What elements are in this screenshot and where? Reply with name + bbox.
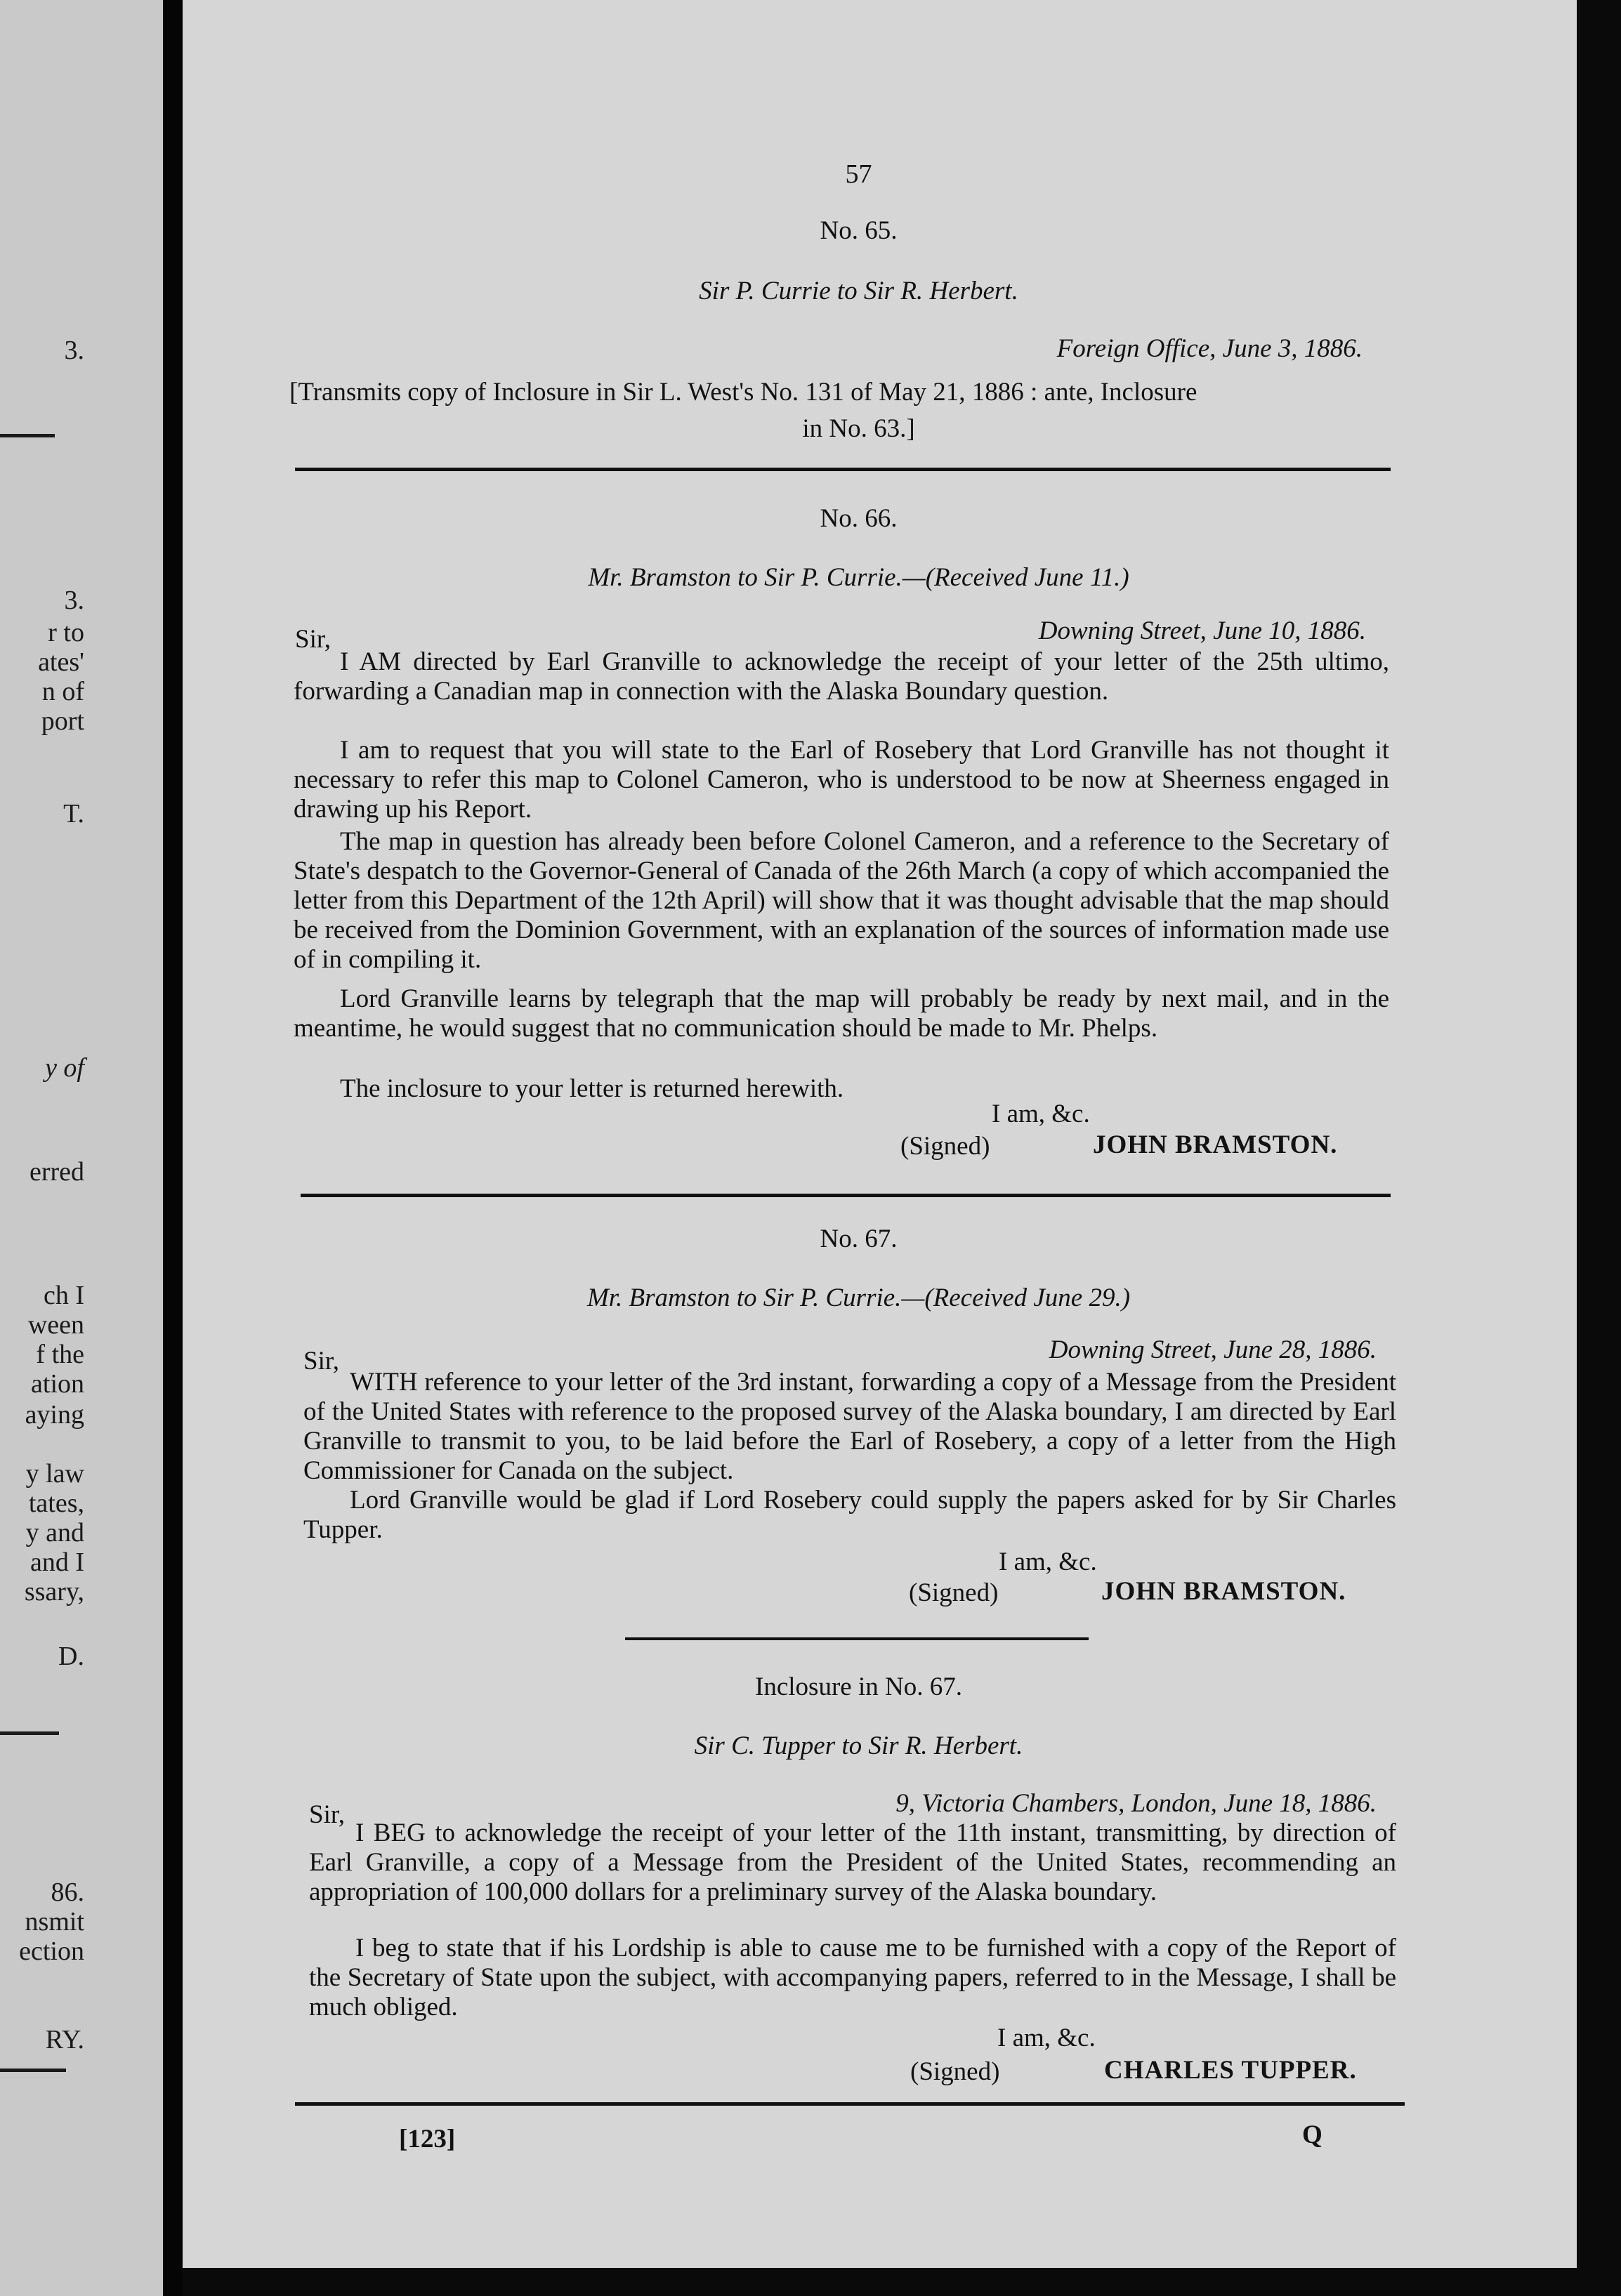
left-fragment: ch I	[43, 1281, 84, 1310]
left-fragment: ates'	[38, 647, 84, 677]
left-fragment: ween	[27, 1310, 84, 1340]
no66-dateline: Downing Street, June 10, 1886.	[1038, 616, 1366, 645]
left-fragment: and I	[29, 1548, 84, 1577]
left-fragment: 86.	[51, 1878, 84, 1907]
left-rule	[0, 434, 55, 437]
no67-paragraph-1: WITH reference to your letter of the 3rd instant, forwarding a copy of a Message from the President of the United States with reference to the proposed survey of the Alaska boundary, I am directed by Earl Granville to transmit to you, to be laid before the Earl of Rosebery, a copy of a letter from the High Commissioner for Canada on the subject.	[303, 1368, 1396, 1485]
left-fragment: ation	[31, 1369, 84, 1399]
page-number: 57	[845, 159, 872, 189]
book-gutter	[163, 0, 183, 2296]
no67-closing: I am, &c.	[999, 1548, 1097, 1576]
no65-summary-line1: [Transmits copy of Inclosure in Sir L. West's No. 131 of May 21, 1886 : ante, Inclosure	[289, 378, 1197, 407]
inclosure-signature: CHARLES TUPPER.	[1104, 2056, 1357, 2085]
no66-paragraph-5: The inclosure to your letter is returned herewith.	[340, 1074, 844, 1103]
left-fragment: aying	[25, 1400, 84, 1430]
left-fragment: y law	[25, 1459, 84, 1489]
left-fragment: r to	[48, 618, 84, 647]
printer-signature-mark: [123]	[399, 2125, 456, 2153]
footer-rule	[295, 2102, 1405, 2106]
left-fragment: f the	[36, 1340, 84, 1369]
left-fragment: tates,	[28, 1489, 84, 1518]
no67-paragraph-2: Lord Granville would be glad if Lord Rosebery could supply the papers asked for by Sir Charles Tupper.	[303, 1486, 1396, 1544]
left-fragment: n of	[41, 677, 84, 706]
section-rule	[295, 468, 1391, 471]
no66-number: No. 66.	[820, 504, 898, 533]
left-fragment: y and	[25, 1518, 84, 1548]
no65-number: No. 65.	[820, 216, 898, 245]
no65-summary-line2: in No. 63.]	[802, 414, 915, 443]
inclosure-signed: (Signed)	[910, 2057, 1000, 2086]
left-fragment: erred	[29, 1157, 84, 1187]
left-fragment: 3.	[64, 336, 84, 365]
no67-dateline: Downing Street, June 28, 1886.	[1049, 1335, 1377, 1364]
left-fragment: RY.	[45, 2025, 84, 2054]
left-facing-page	[0, 0, 163, 2296]
no67-signed: (Signed)	[909, 1578, 999, 1607]
inclosure-heading: Inclosure in No. 67.	[755, 1672, 962, 1701]
no66-title: Mr. Bramston to Sir P. Currie.—(Received June 11.)	[588, 563, 1129, 592]
left-fragment: ection	[19, 1937, 84, 1966]
gathering-letter: Q	[1302, 2120, 1323, 2149]
no67-title: Mr. Bramston to Sir P. Currie.—(Received June 29.)	[586, 1284, 1131, 1312]
no66-closing: I am, &c.	[992, 1100, 1090, 1128]
left-rule	[0, 1731, 59, 1735]
no66-salutation: Sir,	[295, 625, 331, 654]
no66-signed: (Signed)	[900, 1132, 990, 1161]
left-fragment: D.	[58, 1642, 84, 1671]
no66-paragraph-3: The map in question has already been before Colonel Cameron, and a reference to the Secretary of State's despatch to the Governor-General of Canada of the 26th March (a copy of which accompanied the letter from this Department of the 12th April) will show that it was thought advisable that the map should be received from the Dominion Government, with an explanation of the sources of information made use of in compiling it.	[294, 827, 1389, 974]
left-fragment: port	[41, 706, 84, 736]
left-rule	[0, 2069, 66, 2072]
left-fragment: y of	[45, 1053, 84, 1083]
no65-title: Sir P. Currie to Sir R. Herbert.	[699, 277, 1018, 305]
no66-paragraph-4: Lord Granville learns by telegraph that the map will probably be ready by next mail, and in the meantime, he would suggest that no communication should be made to Mr. Phelps.	[294, 984, 1389, 1043]
inclosure-paragraph-1: I BEG to acknowledge the receipt of your letter of the 11th instant, transmitting, by direction of Earl Granville, a copy of a Message from the President of the United States, recommending an appropriation of 100,000 dollars for a preliminary survey of the Alaska boundary.	[309, 1819, 1396, 1906]
document-page	[183, 0, 1577, 2268]
inclosure-title: Sir C. Tupper to Sir R. Herbert.	[694, 1731, 1023, 1760]
no67-number: No. 67.	[820, 1225, 898, 1253]
no66-paragraph-1: I AM directed by Earl Granville to acknowledge the receipt of your letter of the 25th ultimo, forwarding a Canadian map in connection with the Alaska Boundary question.	[294, 647, 1389, 706]
left-fragment: 3.	[64, 586, 84, 615]
left-fragment: ssary,	[24, 1577, 84, 1606]
page-edge	[1577, 0, 1621, 2296]
no66-paragraph-2: I am to request that you will state to the Earl of Rosebery that Lord Granville has not thought it necessary to refer this map to Colonel Cameron, who is understood to be now at Sheerness engaged in drawing up his Report.	[294, 736, 1389, 824]
left-fragment: nsmit	[25, 1907, 84, 1937]
inclosure-salutation: Sir,	[309, 1800, 345, 1829]
no65-dateline: Foreign Office, June 3, 1886.	[1056, 334, 1363, 363]
inclosure-paragraph-2: I beg to state that if his Lordship is able to cause me to be furnished with a copy of the Report of the Secretary of State upon the subject, with accompanying papers, referred to in the Message, I shall be much obliged.	[309, 1934, 1396, 2021]
inclosure-closing: I am, &c.	[997, 2024, 1096, 2052]
inclosure-dateline: 9, Victoria Chambers, London, June 18, 1886.	[895, 1789, 1377, 1818]
left-fragment: T.	[63, 799, 84, 829]
short-rule	[625, 1637, 1089, 1640]
no66-signature: JOHN BRAMSTON.	[1093, 1130, 1338, 1159]
no67-salutation: Sir,	[303, 1347, 339, 1375]
no67-signature: JOHN BRAMSTON.	[1101, 1577, 1346, 1606]
section-rule	[301, 1194, 1391, 1197]
